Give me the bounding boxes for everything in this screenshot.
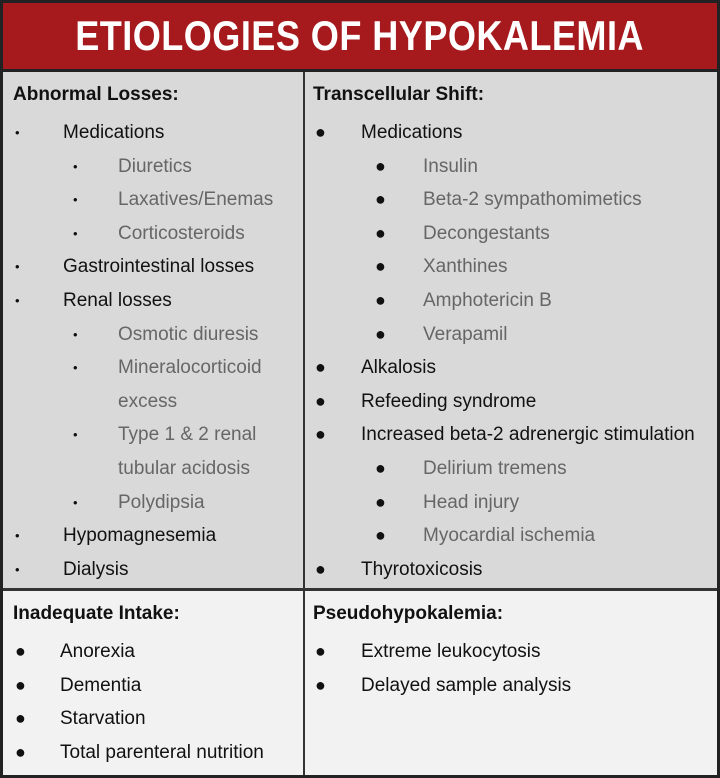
transcellular-shift-heading: Transcellular Shift:: [313, 84, 485, 105]
list-item-label: Medications: [361, 122, 463, 143]
pseudohypokalemia-heading: Pseudohypokalemia:: [313, 603, 504, 624]
list-item-label: Extreme leukocytosis: [361, 641, 541, 662]
list-item: [3, 418, 303, 485]
list-item-label: Laxatives/Enemas: [118, 189, 274, 211]
bullet-icon: •: [73, 360, 78, 376]
list-item: [3, 284, 303, 318]
list-item-label: Mineralocorticoid: [118, 357, 262, 379]
bullet-icon: ●: [375, 189, 386, 210]
list-item-label: Decongestants: [423, 222, 550, 244]
list-item-label: Corticosteroids: [118, 222, 245, 244]
table-grid: [0, 72, 720, 778]
list-item: [305, 250, 717, 284]
bullet-icon: •: [73, 225, 78, 241]
list-item-label: Refeeding syndrome: [361, 390, 537, 412]
bullet-icon: •: [15, 561, 20, 577]
list-item-label: Myocardial ischemia: [423, 525, 596, 547]
list-item: [305, 284, 717, 318]
bullet-icon: •: [73, 192, 78, 208]
list-item: [3, 150, 303, 184]
bullet-icon: ●: [375, 525, 386, 546]
bullet-icon: ●: [15, 674, 26, 695]
bullet-icon: ●: [315, 390, 326, 411]
list-item: [305, 519, 717, 553]
list-item: [3, 635, 303, 669]
list-item-label: Osmotic diuresis: [118, 323, 259, 345]
list-item: [3, 669, 303, 703]
list-item-label: Dementia: [60, 674, 142, 696]
bullet-icon: •: [73, 326, 78, 342]
bullet-icon: ●: [375, 222, 386, 243]
list-item: [305, 385, 717, 419]
list-item-label: Total parenteral nutrition: [60, 741, 264, 763]
list-item-label: Beta-2 sympathomimetics: [423, 189, 642, 211]
list-item: [305, 183, 717, 217]
transcellular-shift-list: [305, 116, 717, 586]
list-item: [305, 217, 717, 251]
bullet-icon: •: [15, 125, 20, 140]
bullet-icon: ●: [315, 424, 326, 445]
list-item: [305, 351, 717, 385]
list-item: [3, 519, 303, 553]
bullet-icon: ●: [375, 323, 386, 344]
inadequate-intake-heading: Inadequate Intake:: [13, 603, 180, 624]
list-item: [3, 183, 303, 217]
bullet-icon: •: [73, 427, 78, 443]
inadequate-intake-cell: [3, 591, 305, 775]
bullet-icon: ●: [15, 708, 26, 729]
list-item-label: Delayed sample analysis: [361, 674, 572, 696]
list-item: [305, 116, 717, 150]
bullet-icon: •: [73, 494, 78, 510]
bullet-icon: ●: [375, 256, 386, 277]
pseudohypokalemia-list: [305, 635, 717, 702]
list-item-label: Hypomagnesemia: [63, 525, 217, 547]
list-item-label: Diuretics: [118, 155, 192, 177]
bullet-icon: ●: [315, 641, 326, 661]
list-item-label: Starvation: [60, 708, 146, 730]
bullet-icon: •: [15, 292, 20, 308]
list-item: [305, 553, 717, 587]
list-item: [3, 116, 303, 150]
list-item: [3, 217, 303, 251]
bullet-icon: •: [15, 259, 20, 275]
list-item: [3, 351, 303, 418]
bullet-icon: ●: [375, 491, 386, 512]
list-item-label: Verapamil: [423, 323, 508, 345]
list-item: [305, 635, 717, 669]
list-item-label: Head injury: [423, 491, 520, 513]
list-item-label: Gastrointestinal losses: [63, 256, 255, 278]
bullet-icon: ●: [15, 641, 26, 661]
transcellular-shift-cell: [305, 72, 717, 591]
list-item-label: Delirium tremens: [423, 457, 567, 479]
bullet-icon: •: [15, 528, 20, 544]
list-item: [305, 150, 717, 184]
bullet-icon: •: [73, 158, 78, 174]
bullet-icon: ●: [15, 741, 26, 762]
list-item: [3, 486, 303, 520]
bullet-icon: ●: [315, 357, 326, 378]
list-item: [305, 452, 717, 486]
list-item: [305, 486, 717, 520]
inadequate-intake-list: [3, 635, 303, 769]
list-item-label: Xanthines: [423, 256, 508, 278]
abnormal-losses-cell: [3, 72, 305, 591]
list-item-label-continued: excess: [118, 390, 178, 412]
bullet-icon: ●: [375, 457, 386, 478]
list-item: [3, 250, 303, 284]
list-item: [3, 736, 303, 770]
list-item: [3, 553, 303, 587]
bullet-icon: ●: [315, 122, 326, 142]
title-banner: [0, 0, 720, 72]
bullet-icon: ●: [315, 674, 326, 695]
abnormal-losses-list: [3, 116, 303, 586]
page-title: ETIOLOGIES OF HYPOKALEMIA: [75, 12, 645, 59]
list-item-label: Medications: [63, 122, 165, 143]
list-item-label: Thyrotoxicosis: [361, 558, 483, 580]
pseudohypokalemia-cell: [305, 591, 717, 775]
bullet-icon: ●: [315, 558, 326, 579]
list-item-label: Insulin: [423, 155, 478, 177]
list-item-label: Alkalosis: [361, 357, 436, 379]
list-item-label-continued: tubular acidosis: [118, 457, 251, 479]
list-item-label: Dialysis: [63, 558, 129, 580]
list-item: [3, 702, 303, 736]
abnormal-losses-heading: Abnormal Losses:: [13, 84, 179, 105]
list-item: [305, 418, 717, 452]
list-item-label: Polydipsia: [118, 491, 205, 513]
bullet-icon: ●: [375, 155, 386, 176]
bullet-icon: ●: [375, 289, 386, 310]
list-item-label: Type 1 & 2 renal: [118, 424, 257, 446]
list-item-label: Renal losses: [63, 289, 172, 311]
list-item: [305, 669, 717, 703]
list-item: [3, 318, 303, 352]
list-item-label: Amphotericin B: [423, 289, 552, 311]
list-item-label: Increased beta-2 adrenergic stimulation: [361, 424, 695, 446]
list-item: [305, 318, 717, 352]
list-item-label: Anorexia: [60, 641, 135, 662]
